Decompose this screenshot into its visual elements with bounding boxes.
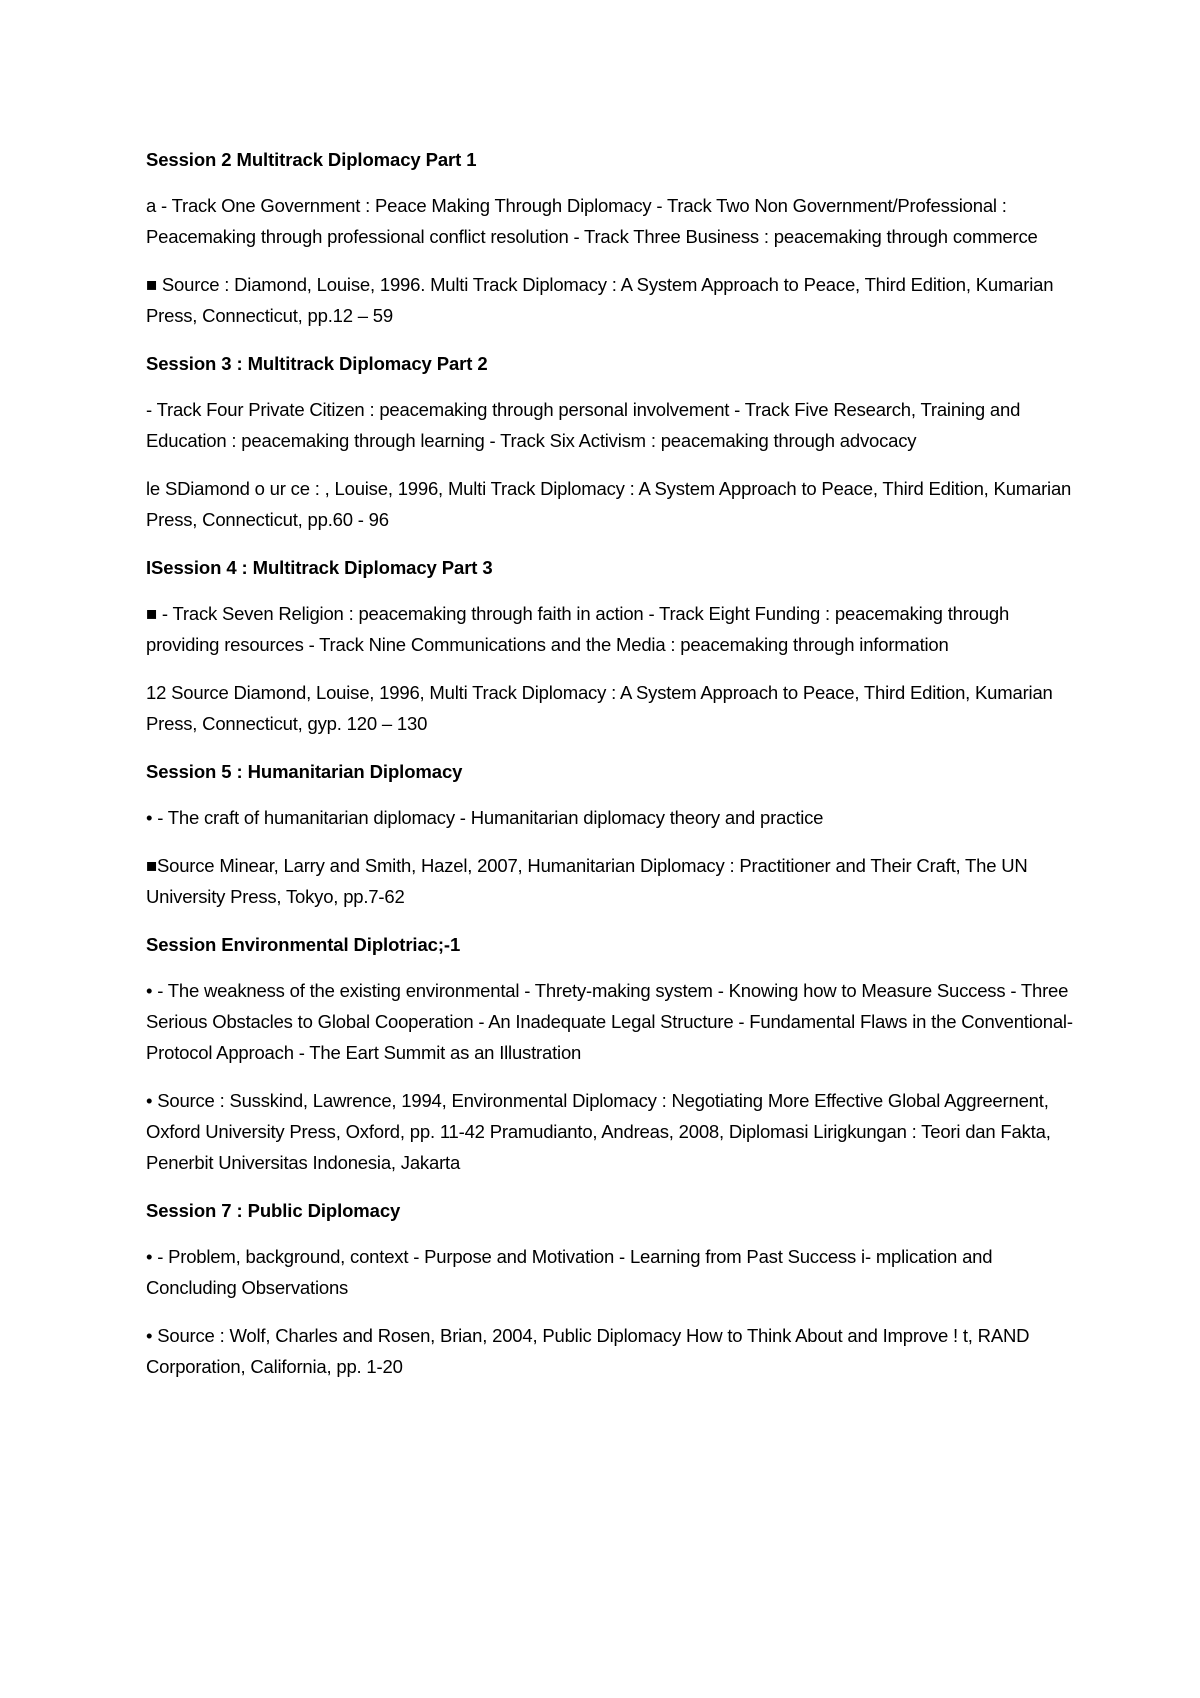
session-3-body: - Track Four Private Citizen : peacemaking through personal involvement - Track Five Research, Training and Education : peacemaking through learning - Track Six Activism : peacemaking through advocacy	[146, 399, 1021, 451]
session-7-body: • - Problem, background, context - Purpose and Motivation - Learning from Past Success i- mplication and Concluding Observations	[146, 1246, 993, 1298]
session-6-source: • Source : Susskind, Lawrence, 1994, Environmental Diplomacy : Negotiating More Effective Global Aggreernent, Oxford University Press, Oxford, pp. 11-42 Pramudianto, Andreas, 2008, Diplomasi Lirigkungan : Teori dan Fakta, Penerbit Universitas Indonesia, Jakarta	[146, 1090, 1051, 1173]
session-6-title: Session Environmental Diplotriac;-1	[146, 934, 461, 955]
session-2-title: Session 2 Multitrack Diplomacy Part 1	[146, 149, 477, 170]
session-7-title: Session 7 : Public Diplomacy	[146, 1200, 401, 1221]
document-content	[146, 144, 1076, 1382]
session-4-title: ISession 4 : Multitrack Diplomacy Part 3	[146, 557, 493, 578]
session-5-body: • - The craft of humanitarian diplomacy - Humanitarian diplomacy theory and practice	[146, 807, 824, 828]
session-2-source: ■ Source : Diamond, Louise, 1996. Multi Track Diplomacy : A System Approach to Peace, Third Edition, Kumarian Press, Connecticut, pp.12 – 59	[146, 274, 1054, 326]
session-3-source: le SDiamond o ur ce : , Louise, 1996, Multi Track Diplomacy : A System Approach to Peace, Third Edition, Kumarian Press, Connecticut, pp.60 - 96	[146, 478, 1072, 530]
session-4-source: 12 Source Diamond, Louise, 1996, Multi Track Diplomacy : A System Approach to Peace, Third Edition, Kumarian Press, Connecticut, gyp. 120 – 130	[146, 682, 1053, 734]
session-5-source: ■Source Minear, Larry and Smith, Hazel, 2007, Humanitarian Diplomacy : Practitioner and Their Craft, The UN University Press, Tokyo, pp.7-62	[146, 855, 1028, 907]
session-6-body: • - The weakness of the existing environmental - Threty-making system - Knowing how to Measure Success - Three Serious Obstacles to Global Cooperation - An Inadequate Legal Structure - Fundamental Flaws in the Conventional-Protocol Approach - The Eart Summit as an Illustration	[146, 980, 1073, 1063]
session-7-source: • Source : Wolf, Charles and Rosen, Brian, 2004, Public Diplomacy How to Think About and Improve ! t, RAND Corporation, California, pp. 1-20	[146, 1325, 1030, 1377]
session-3-title: Session 3 : Multitrack Diplomacy Part 2	[146, 353, 488, 374]
session-4-body: ■ - Track Seven Religion : peacemaking through faith in action - Track Eight Funding : peacemaking through providing resources - Track Nine Communications and the Media : peacemaking through information	[146, 603, 1010, 655]
session-5-title: Session 5 : Humanitarian Diplomacy	[146, 761, 463, 782]
session-2-body: a - Track One Government : Peace Making Through Diplomacy - Track Two Non Government/Professional : Peacemaking through professional conflict resolution - Track Three Business : peacemaking through commerce	[146, 195, 1038, 247]
